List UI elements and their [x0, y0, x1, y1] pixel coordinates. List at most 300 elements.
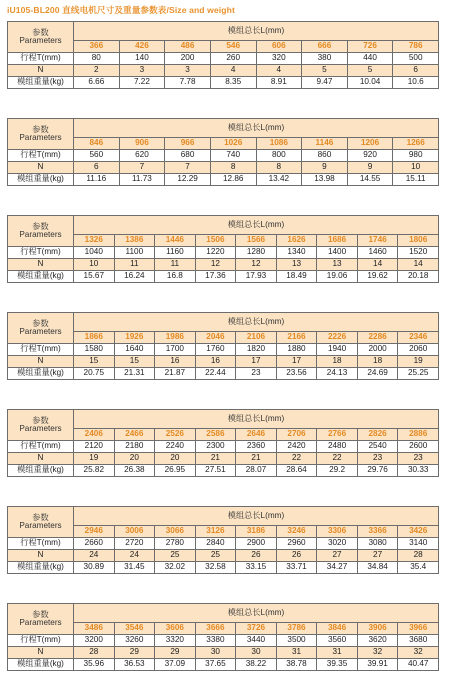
- table-header-row: [8, 313, 439, 332]
- weight-value: 25.82: [74, 465, 115, 477]
- table-header-row: [8, 22, 439, 41]
- n-value: 10: [74, 259, 115, 271]
- parameters-label-cn: 参数: [32, 609, 49, 619]
- length-value: 1266: [393, 138, 439, 150]
- stroke-row: [8, 247, 439, 259]
- n-value: 11: [114, 259, 155, 271]
- length-value: 2166: [276, 332, 317, 344]
- n-value: 32: [398, 647, 439, 659]
- weight-value: 21.87: [155, 368, 196, 380]
- weight-value: 27.51: [195, 465, 236, 477]
- n-value: 13: [317, 259, 358, 271]
- stroke-value: 920: [347, 150, 393, 162]
- n-value: 9: [347, 162, 393, 174]
- weight-value: 37.09: [155, 659, 196, 671]
- n-value: 30: [236, 647, 277, 659]
- stroke-value: 3680: [398, 635, 439, 647]
- n-value: 5: [302, 65, 348, 77]
- weight-value: 38.78: [276, 659, 317, 671]
- stroke-value: 3080: [357, 538, 398, 550]
- n-value: 26: [276, 550, 317, 562]
- stroke-row-label: 行程T(mm): [8, 441, 74, 453]
- weight-row-label: 模组重量(kg): [8, 77, 74, 89]
- weight-value: 17.36: [195, 271, 236, 283]
- n-value: 25: [155, 550, 196, 562]
- stroke-value: 3560: [317, 635, 358, 647]
- stroke-value: 1640: [114, 344, 155, 356]
- stroke-value: 1880: [276, 344, 317, 356]
- table-header-row: [8, 604, 439, 623]
- size-weight-table: [7, 603, 439, 671]
- n-value: 7: [119, 162, 165, 174]
- stroke-row: [8, 538, 439, 550]
- n-row: [8, 550, 439, 562]
- n-value: 19: [398, 356, 439, 368]
- weight-row: [8, 174, 439, 186]
- weight-value: 22.44: [195, 368, 236, 380]
- length-value: 3366: [357, 526, 398, 538]
- stroke-value: 2180: [114, 441, 155, 453]
- length-value: 3546: [114, 623, 155, 635]
- stroke-value: 2420: [276, 441, 317, 453]
- stroke-value: 980: [393, 150, 439, 162]
- weight-value: 10.6: [393, 77, 439, 89]
- parameters-label-en: Parameters: [19, 36, 62, 45]
- weight-value: 26.95: [155, 465, 196, 477]
- stroke-value: 1100: [114, 247, 155, 259]
- length-value: 786: [393, 41, 439, 53]
- length-value: 1746: [357, 235, 398, 247]
- stroke-value: 200: [165, 53, 211, 65]
- n-value: 21: [195, 453, 236, 465]
- stroke-row-label: 行程T(mm): [8, 538, 74, 550]
- size-weight-table: [7, 506, 439, 574]
- stroke-value: 2360: [236, 441, 277, 453]
- length-value: 2646: [236, 429, 277, 441]
- n-value: 5: [347, 65, 393, 77]
- length-value: 1326: [74, 235, 115, 247]
- weight-value: 16.24: [114, 271, 155, 283]
- table-header-row: [8, 216, 439, 235]
- length-value: 1146: [302, 138, 348, 150]
- stroke-row: [8, 635, 439, 647]
- weight-value: 12.86: [210, 174, 256, 186]
- weight-value: 34.84: [357, 562, 398, 574]
- length-value: 3846: [317, 623, 358, 635]
- length-value: 3486: [74, 623, 115, 635]
- length-value: 606: [256, 41, 302, 53]
- stroke-value: 1520: [398, 247, 439, 259]
- n-value: 8: [256, 162, 302, 174]
- stroke-value: 3440: [236, 635, 277, 647]
- stroke-value: 2900: [236, 538, 277, 550]
- n-value: 22: [317, 453, 358, 465]
- weight-value: 38.22: [236, 659, 277, 671]
- length-value: 366: [74, 41, 120, 53]
- stroke-value: 1700: [155, 344, 196, 356]
- length-value: 846: [74, 138, 120, 150]
- length-value: 1026: [210, 138, 256, 150]
- weight-value: 7.22: [119, 77, 165, 89]
- total-length-header: 模组总长L(mm): [74, 507, 439, 526]
- stroke-row-label: 行程T(mm): [8, 53, 74, 65]
- weight-value: 12.29: [165, 174, 211, 186]
- length-value: 486: [165, 41, 211, 53]
- total-length-header: 模组总长L(mm): [74, 604, 439, 623]
- weight-value: 28.64: [276, 465, 317, 477]
- stroke-value: 2480: [317, 441, 358, 453]
- n-value: 19: [74, 453, 115, 465]
- n-row: [8, 356, 439, 368]
- weight-value: 8.35: [210, 77, 256, 89]
- weight-value: 7.78: [165, 77, 211, 89]
- weight-value: 8.91: [256, 77, 302, 89]
- n-value: 32: [357, 647, 398, 659]
- n-row-label: N: [8, 550, 74, 562]
- stroke-value: 2540: [357, 441, 398, 453]
- length-value: 1086: [256, 138, 302, 150]
- parameters-label-en: Parameters: [19, 133, 62, 142]
- weight-value: 20.75: [74, 368, 115, 380]
- n-row-label: N: [8, 259, 74, 271]
- n-value: 28: [74, 647, 115, 659]
- weight-value: 16.8: [155, 271, 196, 283]
- stroke-value: 380: [302, 53, 348, 65]
- n-row-label: N: [8, 356, 74, 368]
- weight-value: 9.47: [302, 77, 348, 89]
- stroke-row: [8, 150, 439, 162]
- table-header-row: [8, 410, 439, 429]
- n-value: 3: [119, 65, 165, 77]
- length-value: 1446: [155, 235, 196, 247]
- parameters-label-cn: 参数: [32, 318, 49, 328]
- size-weight-table: [7, 312, 439, 380]
- total-length-header: 模组总长L(mm): [74, 22, 439, 41]
- weight-value: 6.66: [74, 77, 120, 89]
- n-value: 8: [210, 162, 256, 174]
- weight-value: 19.62: [357, 271, 398, 283]
- parameters-header: [8, 507, 74, 538]
- length-value: 3906: [357, 623, 398, 635]
- stroke-value: 80: [74, 53, 120, 65]
- length-value: 3786: [276, 623, 317, 635]
- n-row: [8, 647, 439, 659]
- weight-value: 32.58: [195, 562, 236, 574]
- weight-value: 34.27: [317, 562, 358, 574]
- weight-row: [8, 271, 439, 283]
- weight-value: 37.65: [195, 659, 236, 671]
- stroke-value: 2600: [398, 441, 439, 453]
- stroke-value: 1160: [155, 247, 196, 259]
- n-value: 6: [393, 65, 439, 77]
- weight-value: 25.25: [398, 368, 439, 380]
- stroke-value: 2120: [74, 441, 115, 453]
- stroke-value: 2840: [195, 538, 236, 550]
- parameters-header: [8, 313, 74, 344]
- length-value: 1986: [155, 332, 196, 344]
- weight-row-label: 模组重量(kg): [8, 562, 74, 574]
- weight-value: 18.49: [276, 271, 317, 283]
- total-length-header: 模组总长L(mm): [74, 216, 439, 235]
- n-value: 10: [393, 162, 439, 174]
- n-value: 26: [236, 550, 277, 562]
- weight-value: 14.55: [347, 174, 393, 186]
- length-value: 3186: [236, 526, 277, 538]
- n-value: 16: [155, 356, 196, 368]
- length-value: 2526: [155, 429, 196, 441]
- weight-value: 21.31: [114, 368, 155, 380]
- size-weight-table: [7, 409, 439, 477]
- size-weight-table: [7, 118, 439, 186]
- stroke-value: 740: [210, 150, 256, 162]
- n-value: 4: [256, 65, 302, 77]
- n-value: 12: [195, 259, 236, 271]
- size-weight-table: [7, 21, 439, 89]
- weight-value: 39.91: [357, 659, 398, 671]
- n-value: 14: [357, 259, 398, 271]
- weight-value: 29.76: [357, 465, 398, 477]
- length-value: 3666: [195, 623, 236, 635]
- length-value: 3066: [155, 526, 196, 538]
- weight-value: 31.45: [114, 562, 155, 574]
- n-value: 4: [210, 65, 256, 77]
- weight-row: [8, 562, 439, 574]
- n-value: 18: [317, 356, 358, 368]
- stroke-value: 800: [256, 150, 302, 162]
- stroke-row: [8, 441, 439, 453]
- stroke-value: 1220: [195, 247, 236, 259]
- weight-value: 36.53: [114, 659, 155, 671]
- length-value: 2346: [398, 332, 439, 344]
- weight-value: 15.67: [74, 271, 115, 283]
- n-row-label: N: [8, 162, 74, 174]
- n-value: 29: [114, 647, 155, 659]
- weight-row: [8, 77, 439, 89]
- stroke-value: 140: [119, 53, 165, 65]
- n-row: [8, 162, 439, 174]
- n-value: 13: [276, 259, 317, 271]
- stroke-row-label: 行程T(mm): [8, 247, 74, 259]
- length-value: 426: [119, 41, 165, 53]
- length-value: 2286: [357, 332, 398, 344]
- parameters-label-cn: 参数: [32, 221, 49, 231]
- length-value: 1866: [74, 332, 115, 344]
- stroke-value: 1280: [236, 247, 277, 259]
- n-value: 18: [357, 356, 398, 368]
- parameters-label-en: Parameters: [19, 618, 62, 627]
- n-value: 29: [155, 647, 196, 659]
- weight-value: 17.93: [236, 271, 277, 283]
- length-value: 2406: [74, 429, 115, 441]
- parameters-label-cn: 参数: [32, 124, 49, 134]
- weight-row: [8, 659, 439, 671]
- length-value: 3426: [398, 526, 439, 538]
- weight-value: 23.56: [276, 368, 317, 380]
- n-value: 15: [74, 356, 115, 368]
- weight-row-label: 模组重量(kg): [8, 368, 74, 380]
- n-value: 17: [236, 356, 277, 368]
- weight-row-label: 模组重量(kg): [8, 271, 74, 283]
- weight-value: 33.71: [276, 562, 317, 574]
- stroke-value: 1580: [74, 344, 115, 356]
- n-value: 24: [74, 550, 115, 562]
- table-header-row: [8, 119, 439, 138]
- weight-value: 39.35: [317, 659, 358, 671]
- stroke-value: 3380: [195, 635, 236, 647]
- stroke-value: 2300: [195, 441, 236, 453]
- total-length-header: 模组总长L(mm): [74, 119, 439, 138]
- stroke-value: 1040: [74, 247, 115, 259]
- stroke-row-label: 行程T(mm): [8, 635, 74, 647]
- stroke-value: 1940: [317, 344, 358, 356]
- length-value: 1566: [236, 235, 277, 247]
- stroke-value: 2660: [74, 538, 115, 550]
- stroke-value: 620: [119, 150, 165, 162]
- n-value: 23: [357, 453, 398, 465]
- parameters-label-en: Parameters: [19, 230, 62, 239]
- n-value: 6: [74, 162, 120, 174]
- stroke-value: 3320: [155, 635, 196, 647]
- weight-value: 26.38: [114, 465, 155, 477]
- length-value: 2586: [195, 429, 236, 441]
- n-value: 20: [114, 453, 155, 465]
- weight-value: 10.04: [347, 77, 393, 89]
- length-value: 1506: [195, 235, 236, 247]
- weight-value: 24.69: [357, 368, 398, 380]
- length-value: 2706: [276, 429, 317, 441]
- weight-value: 30.89: [74, 562, 115, 574]
- n-value: 31: [276, 647, 317, 659]
- n-value: 17: [276, 356, 317, 368]
- length-value: 2886: [398, 429, 439, 441]
- weight-value: 28.07: [236, 465, 277, 477]
- stroke-value: 1400: [317, 247, 358, 259]
- stroke-value: 3260: [114, 635, 155, 647]
- parameters-header: [8, 410, 74, 441]
- length-value: 3306: [317, 526, 358, 538]
- weight-value: 19.06: [317, 271, 358, 283]
- weight-value: 23: [236, 368, 277, 380]
- n-value: 25: [195, 550, 236, 562]
- weight-value: 20.18: [398, 271, 439, 283]
- length-value: 1626: [276, 235, 317, 247]
- stroke-value: 3620: [357, 635, 398, 647]
- stroke-value: 1340: [276, 247, 317, 259]
- parameters-header: [8, 604, 74, 635]
- total-length-header: 模组总长L(mm): [74, 313, 439, 332]
- page-title: iU105-BL200 直线电机尺寸及重量参数表/Size and weight: [7, 5, 235, 15]
- n-value: 27: [317, 550, 358, 562]
- weight-value: 33.15: [236, 562, 277, 574]
- weight-value: 30.33: [398, 465, 439, 477]
- length-value: 3966: [398, 623, 439, 635]
- parameters-header: [8, 22, 74, 53]
- stroke-value: 1820: [236, 344, 277, 356]
- length-value: 2466: [114, 429, 155, 441]
- stroke-value: 2000: [357, 344, 398, 356]
- weight-value: 13.42: [256, 174, 302, 186]
- length-value: 1686: [317, 235, 358, 247]
- stroke-row-label: 行程T(mm): [8, 344, 74, 356]
- stroke-value: 2720: [114, 538, 155, 550]
- length-value: 3126: [195, 526, 236, 538]
- weight-row: [8, 368, 439, 380]
- n-value: 23: [398, 453, 439, 465]
- stroke-value: 440: [347, 53, 393, 65]
- stroke-value: 1460: [357, 247, 398, 259]
- n-value: 2: [74, 65, 120, 77]
- stroke-value: 320: [256, 53, 302, 65]
- length-value: 1386: [114, 235, 155, 247]
- weight-row: [8, 465, 439, 477]
- stroke-value: 680: [165, 150, 211, 162]
- stroke-value: 500: [393, 53, 439, 65]
- stroke-value: 2960: [276, 538, 317, 550]
- total-length-header: 模组总长L(mm): [74, 410, 439, 429]
- length-value: 2946: [74, 526, 115, 538]
- parameters-label-en: Parameters: [19, 424, 62, 433]
- weight-value: 11.73: [119, 174, 165, 186]
- n-row-label: N: [8, 65, 74, 77]
- stroke-value: 3140: [398, 538, 439, 550]
- weight-value: 35.4: [398, 562, 439, 574]
- weight-value: 32.02: [155, 562, 196, 574]
- n-value: 12: [236, 259, 277, 271]
- stroke-value: 1760: [195, 344, 236, 356]
- length-value: 546: [210, 41, 256, 53]
- length-value: 726: [347, 41, 393, 53]
- stroke-value: 3500: [276, 635, 317, 647]
- length-value: 2766: [317, 429, 358, 441]
- n-value: 27: [357, 550, 398, 562]
- parameters-label-cn: 参数: [32, 27, 49, 37]
- length-value: 2106: [236, 332, 277, 344]
- weight-row-label: 模组重量(kg): [8, 465, 74, 477]
- length-value: 2826: [357, 429, 398, 441]
- weight-value: 40.47: [398, 659, 439, 671]
- stroke-value: 260: [210, 53, 256, 65]
- n-value: 3: [165, 65, 211, 77]
- stroke-value: 3200: [74, 635, 115, 647]
- length-value: 3246: [276, 526, 317, 538]
- n-value: 11: [155, 259, 196, 271]
- n-value: 15: [114, 356, 155, 368]
- stroke-value: 2060: [398, 344, 439, 356]
- n-value: 21: [236, 453, 277, 465]
- n-row-label: N: [8, 647, 74, 659]
- n-value: 16: [195, 356, 236, 368]
- table-header-row: [8, 507, 439, 526]
- length-value: 1926: [114, 332, 155, 344]
- n-value: 9: [302, 162, 348, 174]
- length-value: 666: [302, 41, 348, 53]
- n-value: 31: [317, 647, 358, 659]
- n-value: 14: [398, 259, 439, 271]
- weight-value: 15.11: [393, 174, 439, 186]
- stroke-row: [8, 53, 439, 65]
- size-weight-table: [7, 215, 439, 283]
- weight-row-label: 模组重量(kg): [8, 659, 74, 671]
- n-value: 24: [114, 550, 155, 562]
- length-value: 3726: [236, 623, 277, 635]
- parameters-label-en: Parameters: [19, 327, 62, 336]
- n-value: 22: [276, 453, 317, 465]
- n-row: [8, 65, 439, 77]
- stroke-value: 560: [74, 150, 120, 162]
- length-value: 906: [119, 138, 165, 150]
- weight-value: 35.96: [74, 659, 115, 671]
- length-value: 3606: [155, 623, 196, 635]
